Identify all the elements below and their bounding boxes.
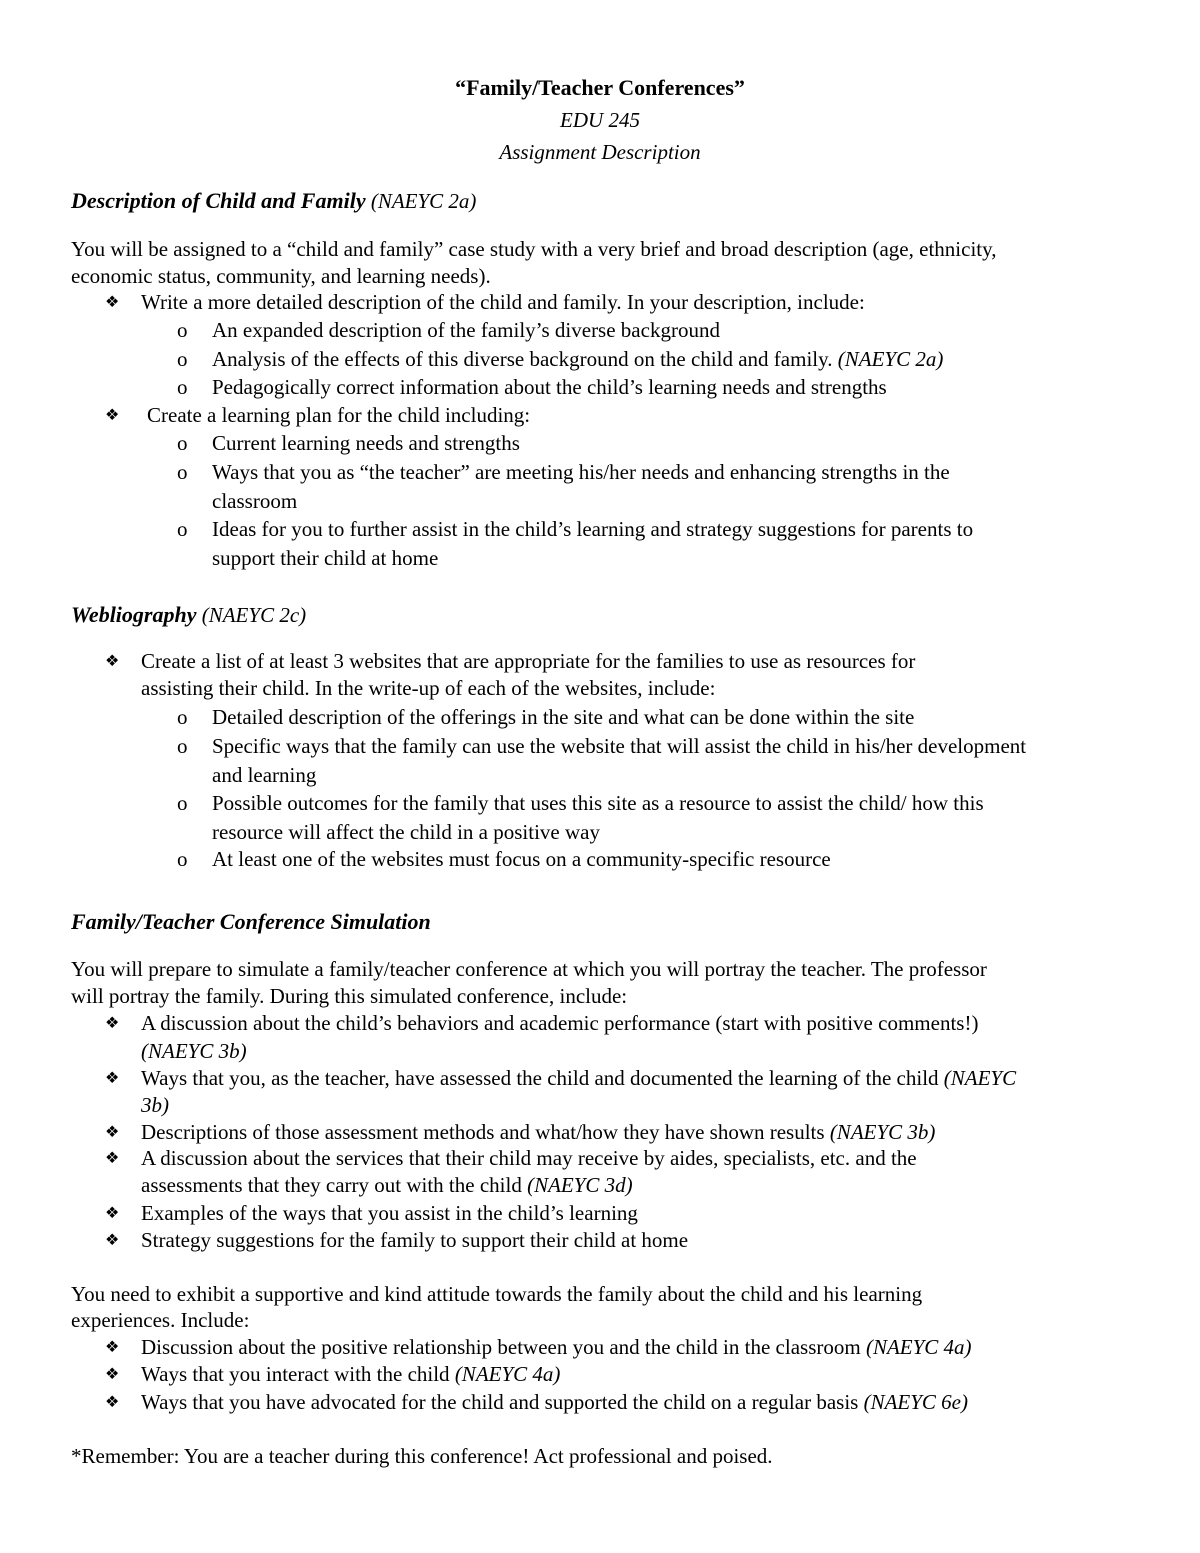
circle-bullet-icon: o (177, 375, 188, 399)
paragraph-line: experiences. Include: (71, 1308, 250, 1332)
diamond-bullet-icon: ❖ (105, 1070, 120, 1087)
sub-bullet-text: Possible outcomes for the family that uses this site as a resource to assist the child/ how this (212, 791, 984, 815)
sub-bullet-text: Current learning needs and strengths (212, 431, 520, 455)
bullet-text: Create a learning plan for the child including: (147, 403, 531, 427)
bullet-text: Ways that you interact with the child (NAEYC 4a) (141, 1362, 561, 1386)
paragraph-line: economic status, community, and learning needs). (71, 264, 491, 288)
bullet-text: Discussion about the positive relationship between you and the child in the classroom (NAEYC 4a) (141, 1335, 972, 1359)
circle-bullet-icon: o (177, 791, 188, 815)
diamond-bullet-icon: ❖ (105, 1394, 120, 1411)
diamond-bullet-icon: ❖ (105, 1124, 120, 1141)
diamond-bullet-icon: ❖ (105, 653, 120, 670)
circle-bullet-icon: o (177, 734, 188, 758)
paragraph-line: You will be assigned to a “child and family” case study with a very brief and broad description (age, ethnicity, (71, 237, 997, 261)
diamond-bullet-icon: ❖ (105, 407, 120, 424)
document-title: “Family/Teacher Conferences” (455, 75, 745, 100)
bullet-text: Descriptions of those assessment methods and what/how they have shown results (NAEYC 3b) (141, 1120, 936, 1144)
diamond-bullet-icon: ❖ (105, 1366, 120, 1383)
circle-bullet-icon: o (177, 847, 188, 871)
naeyc-ref: 3b) (141, 1093, 169, 1117)
bullet-text: A discussion about the child’s behaviors and academic performance (start with positive comments!) (141, 1011, 979, 1035)
sub-bullet-text: Analysis of the effects of this diverse background on the child and family. (NAEYC 2a) (212, 347, 944, 371)
diamond-bullet-icon: ❖ (105, 1205, 120, 1222)
circle-bullet-icon: o (177, 431, 188, 455)
section-heading-simulation: Family/Teacher Conference Simulation (71, 909, 431, 934)
sub-bullet-text: Specific ways that the family can use the website that will assist the child in his/her development (212, 734, 1027, 758)
circle-bullet-icon: o (177, 517, 188, 541)
bullet-text: Strategy suggestions for the family to support their child at home (141, 1228, 689, 1252)
diamond-bullet-icon: ❖ (105, 1015, 120, 1032)
bullet-text: Create a list of at least 3 websites that are appropriate for the families to use as resources for (141, 649, 916, 673)
sub-bullet-text: At least one of the websites must focus on a community-specific resource (212, 847, 831, 871)
sub-bullet-text: and learning (212, 763, 317, 787)
sub-bullet-text: support their child at home (212, 546, 439, 570)
bullet-text: assisting their child. In the write-up of each of the websites, include: (141, 676, 716, 700)
sub-bullet-text: Detailed description of the offerings in the site and what can be done within the site (212, 705, 915, 729)
paragraph-line: will portray the family. During this simulated conference, include: (71, 984, 628, 1008)
circle-bullet-icon: o (177, 460, 188, 484)
circle-bullet-icon: o (177, 705, 188, 729)
sub-bullet-text: Ideas for you to further assist in the child’s learning and strategy suggestions for parents to (212, 517, 974, 541)
document-subtitle: Assignment Description (499, 140, 701, 164)
bullet-text: Examples of the ways that you assist in the child’s learning (141, 1201, 638, 1225)
circle-bullet-icon: o (177, 318, 188, 342)
diamond-bullet-icon: ❖ (105, 1339, 120, 1356)
course-code: EDU 245 (560, 108, 640, 132)
circle-bullet-icon: o (177, 347, 188, 371)
paragraph-line: You will prepare to simulate a family/teacher conference at which you will portray the teacher. The professor (71, 957, 987, 981)
bullet-text: A discussion about the services that their child may receive by aides, specialists, etc. and the (141, 1146, 917, 1170)
section-heading-description: Description of Child and Family (NAEYC 2a) (71, 188, 477, 213)
diamond-bullet-icon: ❖ (105, 1232, 120, 1249)
sub-bullet-text: An expanded description of the family’s diverse background (212, 318, 720, 342)
closing-note: *Remember: You are a teacher during this conference! Act professional and poised. (71, 1444, 773, 1468)
sub-bullet-text: classroom (212, 489, 298, 513)
bullet-text: Ways that you have advocated for the child and supported the child on a regular basis (NAEYC 6e) (141, 1390, 968, 1414)
section-heading-webliography: Webliography (NAEYC 2c) (71, 602, 307, 627)
sub-bullet-text: Pedagogically correct information about the child’s learning needs and strengths (212, 375, 887, 399)
bullet-text: Ways that you, as the teacher, have assessed the child and documented the learning of the child (NAEYC (141, 1066, 1017, 1090)
paragraph-line: You need to exhibit a supportive and kind attitude towards the family about the child and his learning (71, 1282, 923, 1306)
bullet-text: assessments that they carry out with the child (NAEYC 3d) (141, 1173, 633, 1197)
sub-bullet-text: Ways that you as “the teacher” are meeting his/her needs and enhancing strengths in the (212, 460, 950, 484)
diamond-bullet-icon: ❖ (105, 294, 120, 311)
bullet-text: Write a more detailed description of the child and family. In your description, include: (141, 290, 865, 314)
naeyc-ref: (NAEYC 3b) (141, 1039, 247, 1063)
diamond-bullet-icon: ❖ (105, 1150, 120, 1167)
sub-bullet-text: resource will affect the child in a positive way (212, 820, 600, 844)
